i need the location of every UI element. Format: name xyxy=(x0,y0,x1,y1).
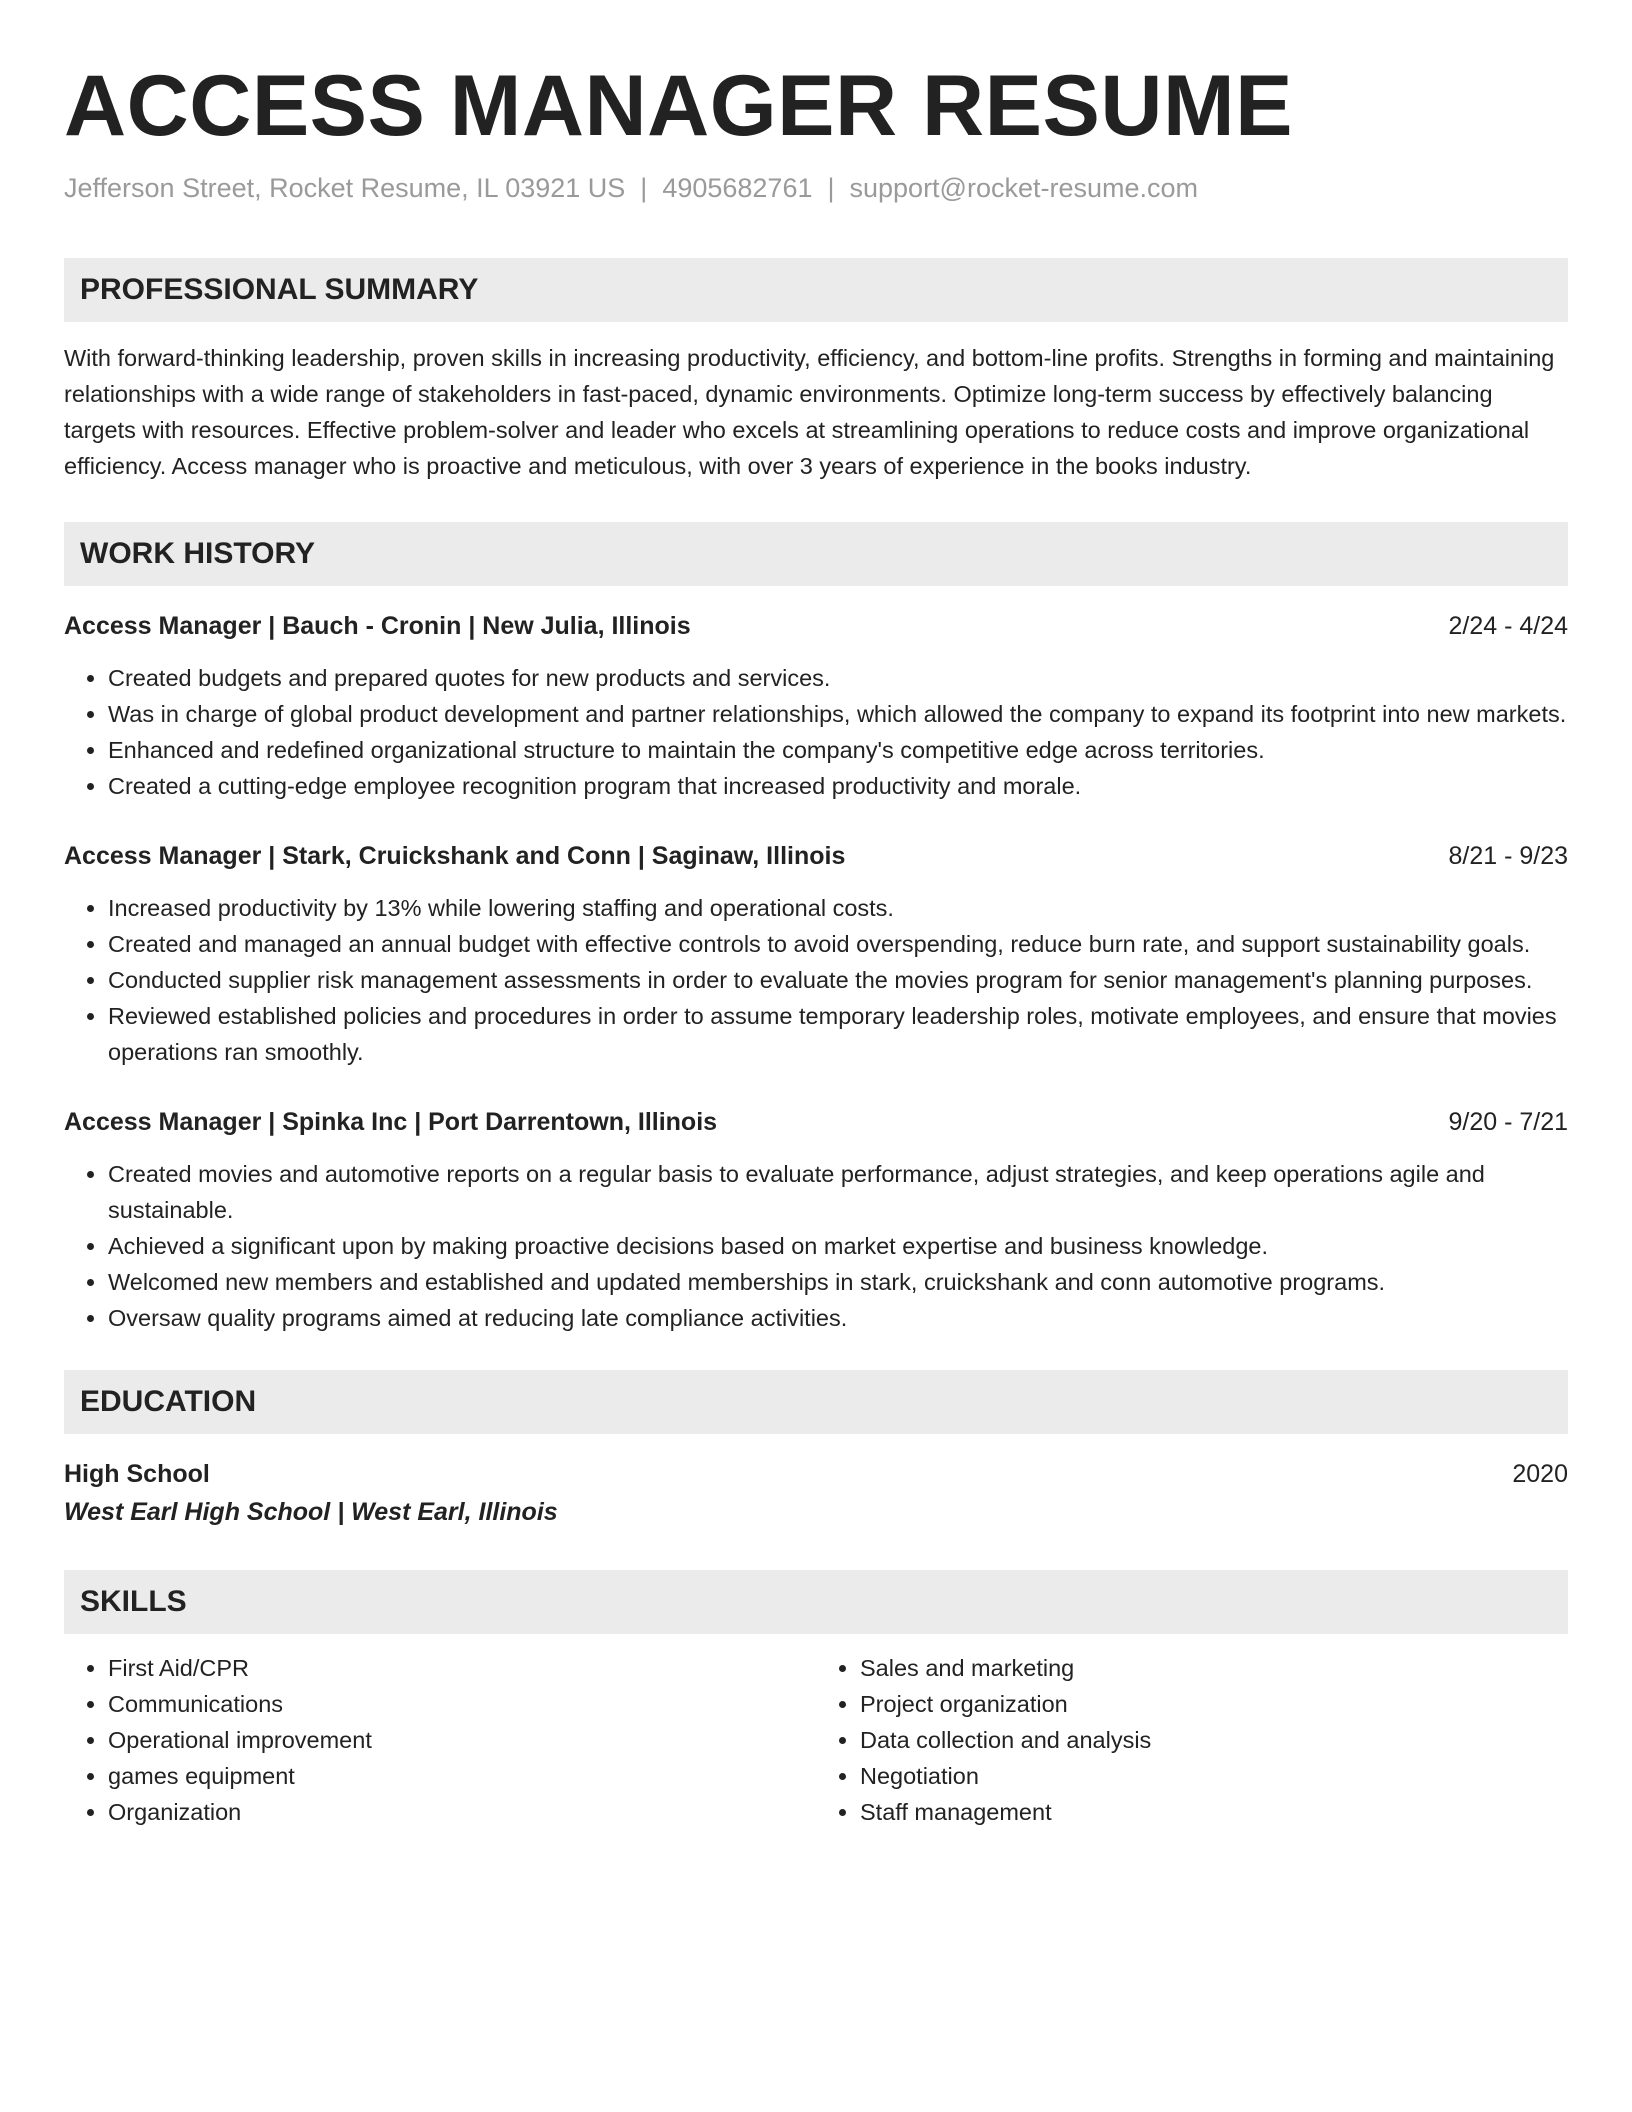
job-dates: 2/24 - 4/24 xyxy=(1448,612,1568,640)
job-bullet: • Reviewed established policies and procedures in order to assume temporary leadership roles, motivate employees, and ensure that movies operations ran smoothly. xyxy=(108,998,1568,1070)
contact-phone: 4905682761 xyxy=(662,173,813,203)
job-dates: 8/21 - 9/23 xyxy=(1448,842,1568,870)
job-header xyxy=(64,608,1568,644)
education-year: 2020 xyxy=(1512,1460,1568,1488)
job-bullet: • Conducted supplier risk management assessments in order to evaluate the movies program for senior management's planning purposes. xyxy=(108,962,1568,998)
job-bullet: • Achieved a significant upon by making proactive decisions based on market expertise and business knowledge. xyxy=(108,1228,1568,1264)
summary-heading: PROFESSIONAL SUMMARY xyxy=(64,258,1568,322)
job-title: Access Manager | Bauch - Cronin | New Julia, Illinois xyxy=(64,612,691,640)
job-bullet: • Created movies and automotive reports on a regular basis to evaluate performance, adjust strategies, and keep operations agile and sustainable. xyxy=(108,1156,1568,1228)
education-entry xyxy=(64,1456,1568,1532)
job-bullet: • Increased productivity by 13% while lowering staffing and operational costs. xyxy=(108,890,1568,926)
education-header xyxy=(64,1456,1568,1492)
job-bullet: • Created and managed an annual budget with effective controls to avoid overspending, reduce burn rate, and support sustainability goals. xyxy=(108,926,1568,962)
skill-item: • Project organization xyxy=(860,1686,1568,1722)
skill-item: • Data collection and analysis xyxy=(860,1722,1568,1758)
job-bullet: • Created a cutting-edge employee recognition program that increased productivity and morale. xyxy=(108,768,1568,804)
resume-title: ACCESS MANAGER RESUME xyxy=(64,58,1293,154)
job-entry xyxy=(64,1104,1568,1336)
skill-item: • Staff management xyxy=(860,1794,1568,1830)
skills-column-left xyxy=(64,1650,816,1830)
job-dates: 9/20 - 7/21 xyxy=(1448,1108,1568,1136)
contact-email: support@rocket-resume.com xyxy=(849,173,1199,203)
skill-item: • games equipment xyxy=(108,1758,816,1794)
job-entry xyxy=(64,838,1568,1070)
job-bullet: • Created budgets and prepared quotes for new products and services. xyxy=(108,660,1568,696)
resume-page xyxy=(64,0,1568,1830)
job-bullets xyxy=(64,1156,1568,1336)
skills-column-right xyxy=(816,1650,1568,1830)
job-bullet: • Was in charge of global product development and partner relationships, which allowed the company to expand its footprint into new markets. xyxy=(108,696,1568,732)
contact-separator: | xyxy=(640,173,648,203)
work-history-heading: WORK HISTORY xyxy=(64,522,1568,586)
skill-item: • First Aid/CPR xyxy=(108,1650,816,1686)
contact-address: Jefferson Street, Rocket Resume, IL 03921 US xyxy=(64,173,626,203)
skill-item: • Communications xyxy=(108,1686,816,1722)
skill-item: • Organization xyxy=(108,1794,816,1830)
job-header xyxy=(64,838,1568,874)
job-bullets xyxy=(64,660,1568,804)
job-bullets xyxy=(64,890,1568,1070)
job-title: Access Manager | Stark, Cruickshank and Conn | Saginaw, Illinois xyxy=(64,842,846,870)
job-entry xyxy=(64,608,1568,804)
skill-item: • Negotiation xyxy=(860,1758,1568,1794)
summary-text: With forward-thinking leadership, proven skills in increasing productivity, efficiency, and bottom-line profits. Strengths in forming and maintaining relationships with a wide range of stakeholders in fast-paced, dynamic environments. Optimize long-term success by effectively balancing targets with resources. Effective problem-solver and leader who excels at streamlining operations to reduce costs and improve organizational efficiency. Access manager who is proactive and meticulous, with over 3 years of experience in the books industry. xyxy=(64,345,1555,479)
education-heading: EDUCATION xyxy=(64,1370,1568,1434)
skills-left-list xyxy=(64,1650,816,1830)
contact-line xyxy=(64,170,1568,206)
skill-item: • Sales and marketing xyxy=(860,1650,1568,1686)
job-bullet: • Enhanced and redefined organizational structure to maintain the company's competitive edge across territories. xyxy=(108,732,1568,768)
job-header xyxy=(64,1104,1568,1140)
job-title: Access Manager | Spinka Inc | Port Darrentown, Illinois xyxy=(64,1108,718,1136)
education-degree: High School xyxy=(64,1460,210,1488)
skills-heading: SKILLS xyxy=(64,1570,1568,1634)
job-bullet: • Oversaw quality programs aimed at reducing late compliance activities. xyxy=(108,1300,1568,1336)
job-bullet: • Welcomed new members and established and updated memberships in stark, cruickshank and conn automotive programs. xyxy=(108,1264,1568,1300)
education-school: West Earl High School | West Earl, Illinois xyxy=(64,1498,558,1526)
skills-right-list xyxy=(816,1650,1568,1830)
contact-separator: | xyxy=(827,173,835,203)
skills-list xyxy=(64,1650,1568,1830)
skill-item: • Operational improvement xyxy=(108,1722,816,1758)
